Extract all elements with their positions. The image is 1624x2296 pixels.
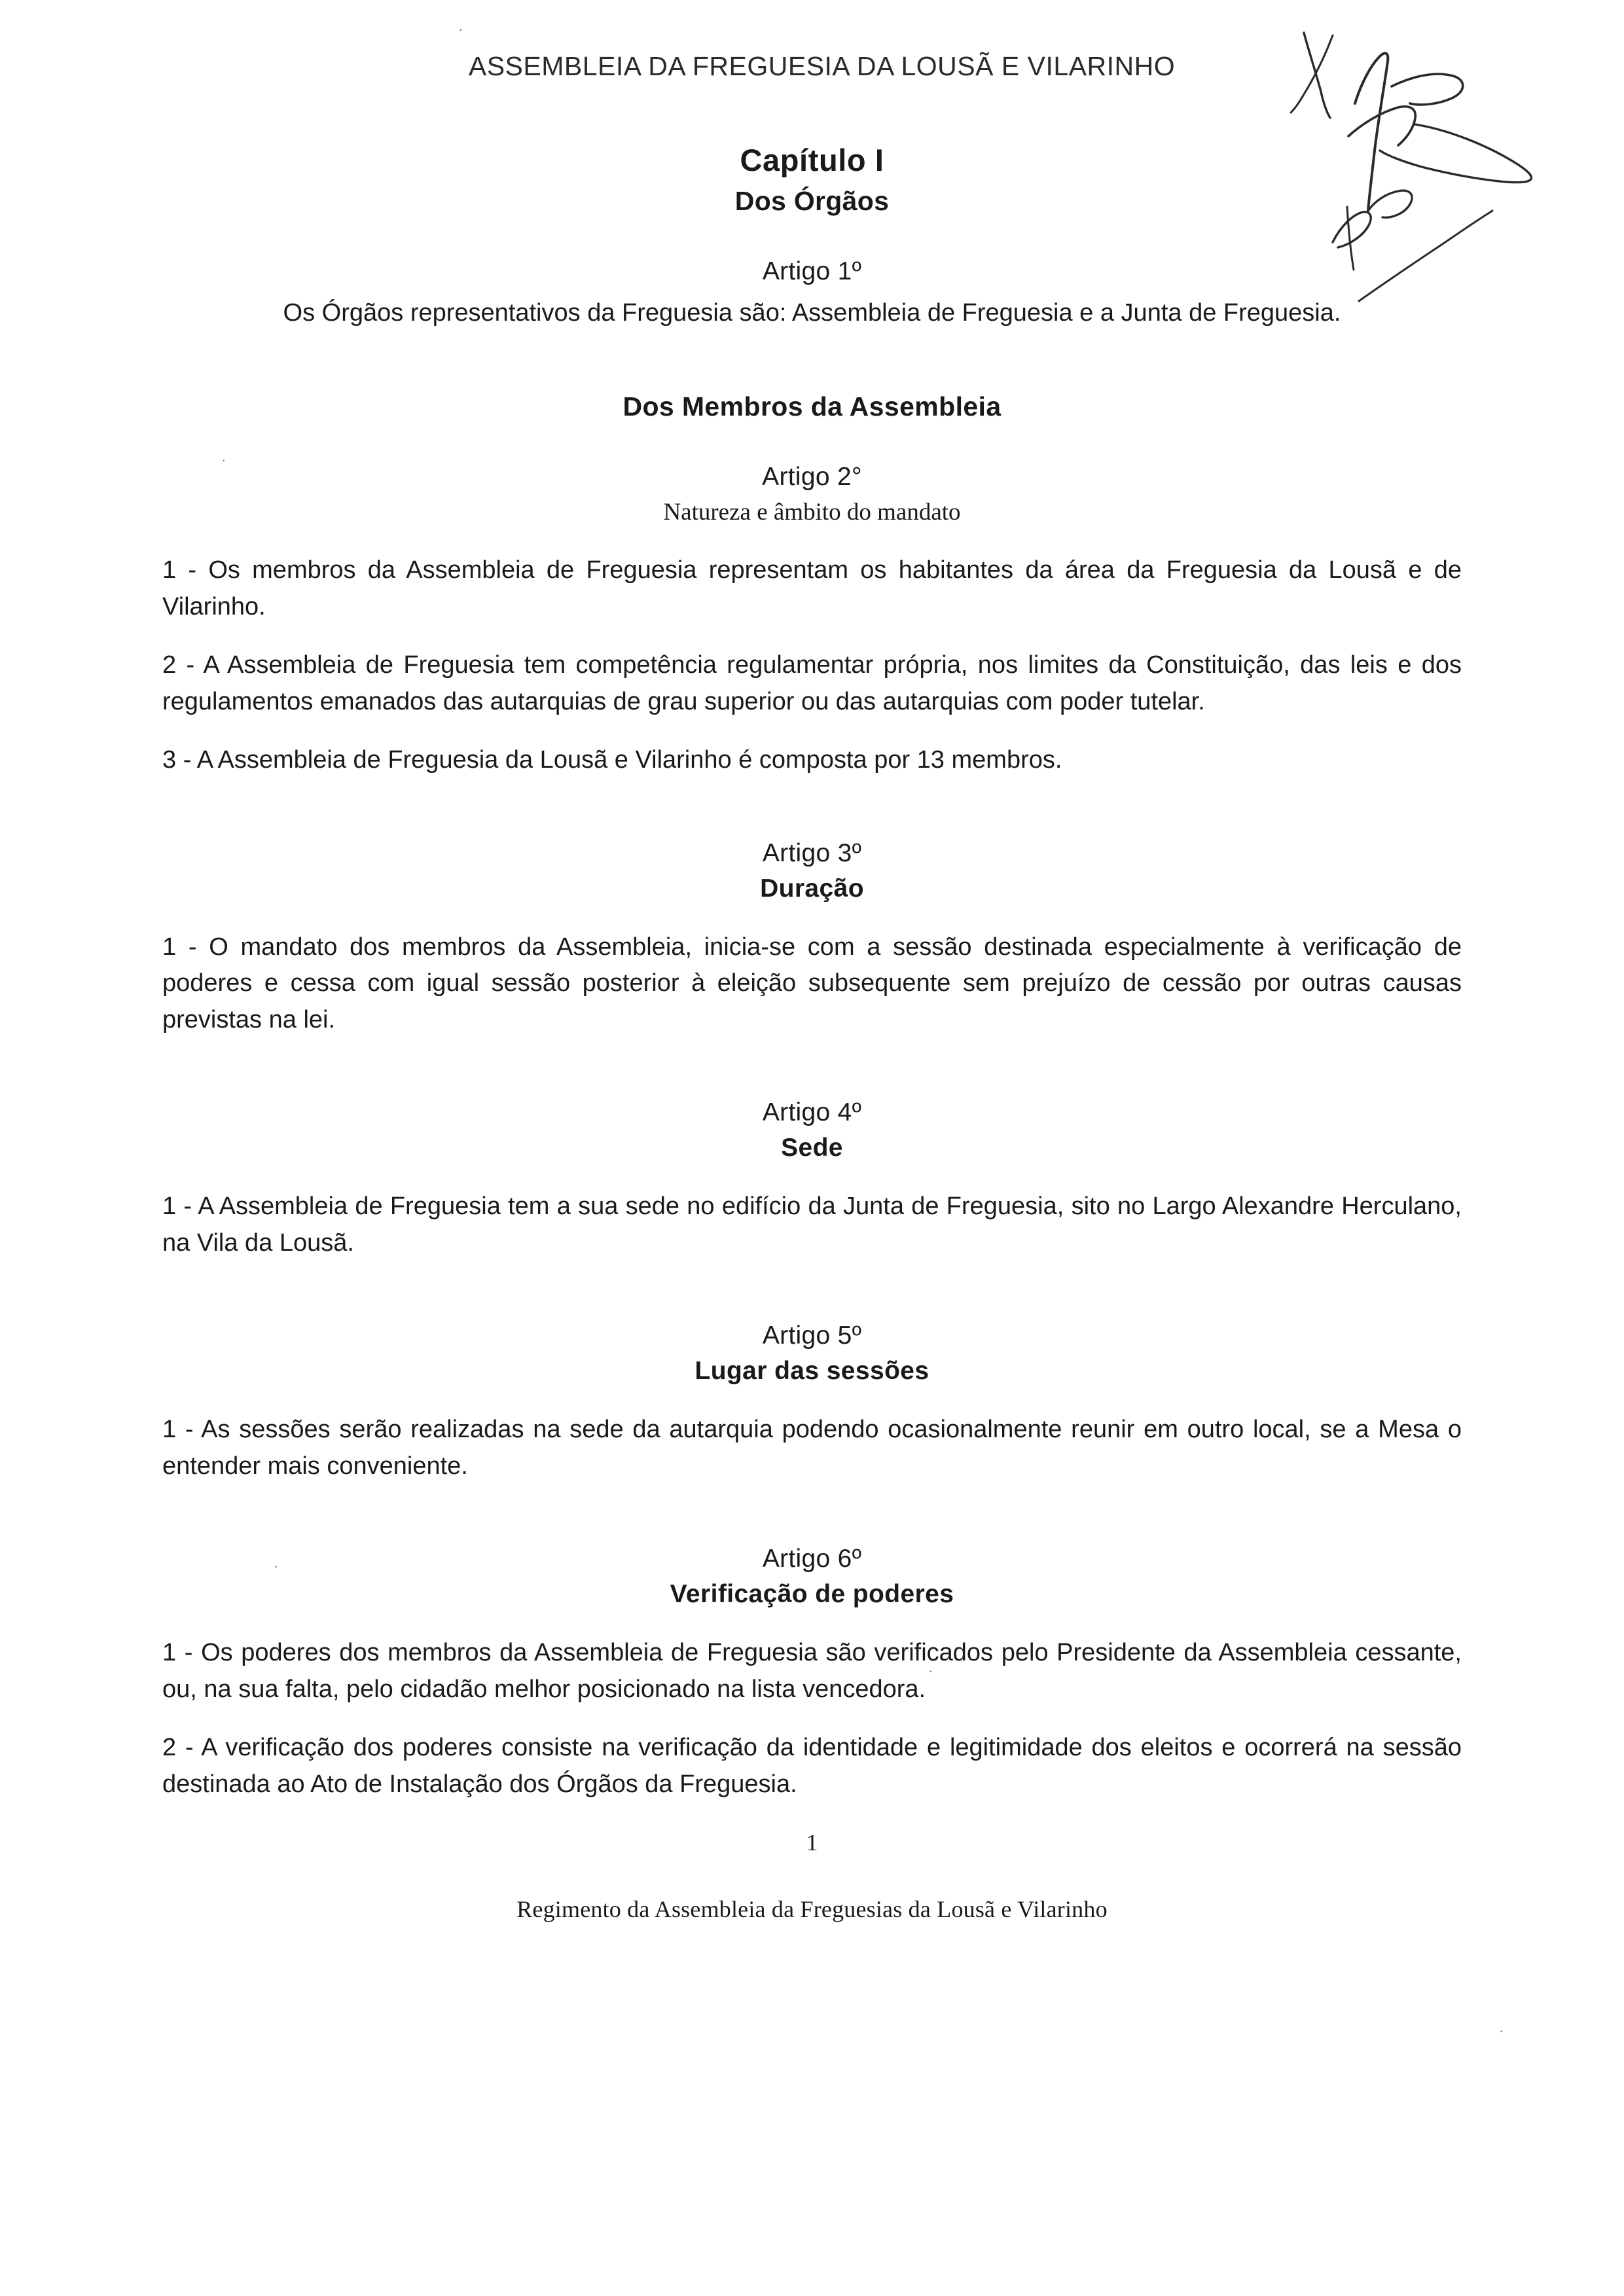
article-1-number: Artigo 1º [762,257,862,285]
article-2-number: Artigo 2° [762,463,862,492]
chapter-subtitle: Dos Órgãos [734,186,890,216]
article-5-title: Lugar das sessões [695,1357,929,1386]
chapter-title: Capítulo I [740,143,884,177]
article-3-paragraph-1: 1 - O mandato dos membros da Assembleia, inicia-se com a sessão destinada especialmente à verificação de poderes e cessa com igual sessão posterior à eleição subsequente sem prejuízo de cessão por outras causas previstas na lei. [162,933,1462,1033]
document-footer: Regimento da Assembleia da Freguesias da Lousã e Vilarinho [516,1895,1108,1922]
article-6-title: Verificação de poderes [670,1580,954,1609]
scan-artifact-2: · [221,452,226,468]
article-4-number: Artigo 4º [762,1098,862,1127]
article-4-title: Sede [781,1134,843,1162]
section-members-title: Dos Membros da Assembleia [623,391,1001,422]
article-2-paragraph-2: 2 - A Assembleia de Freguesia tem competência regulamentar própria, nos limites da Constituição, das leis e dos regulamentos emanados das autarquias de grau superior ou das autarquias com poder tutelar. [162,651,1462,715]
scan-artifact-5: · [1499,2022,1504,2039]
article-1-paragraph-1: Os Órgãos representativos da Freguesia são: Assembleia de Freguesia e a Junta de Freguesia. [283,299,1341,327]
article-6-paragraph-1: 1 - Os poderes dos membros da Assembleia de Freguesia são verificados pelo Presidente da Assembleia cessante, ou, na sua falta, pelo cidadão melhor posicionado na lista vencedora. [162,1639,1462,1703]
article-5-paragraph-1: 1 - As sessões serão realizadas na sede da autarquia podendo ocasionalmente reunir em outro local, se a Mesa o entender mais conveniente. [162,1416,1462,1480]
article-2-title: Natureza e âmbito do mandato [663,499,961,526]
article-2-paragraph-3: 3 - A Assembleia de Freguesia da Lousã e Vilarinho é composta por 13 membros. [162,746,1062,774]
article-2-paragraph-1: 1 - Os membros da Assembleia de Freguesia representam os habitantes da área da Freguesia da Lousã e de Vilarinho. [162,556,1462,620]
article-6-paragraph-2: 2 - A verificação dos poderes consiste na verificação da identidade e legitimidade dos eleitos e ocorrerá na sessão destinada ao Ato de Instalação dos Órgãos da Freguesia. [162,1734,1462,1798]
scan-artifact-4: · [928,1662,933,1679]
article-6-number: Artigo 6º [762,1545,862,1573]
article-5-number: Artigo 5º [762,1321,862,1350]
page-number: 1 [806,1829,818,1856]
article-3-title: Duração [760,874,864,903]
document-header: ASSEMBLEIA DA FREGUESIA DA LOUSÃ E VILARINHO [468,51,1176,81]
article-3-number: Artigo 3º [762,838,862,867]
scan-artifact-1: · [458,21,463,37]
scan-artifact-3: · [274,1558,279,1574]
document-body [162,51,1462,1923]
article-4-paragraph-1: 1 - A Assembleia de Freguesia tem a sua sede no edifício da Junta de Freguesia, sito no Largo Alexandre Herculano, na Vila da Lousã. [162,1193,1462,1257]
